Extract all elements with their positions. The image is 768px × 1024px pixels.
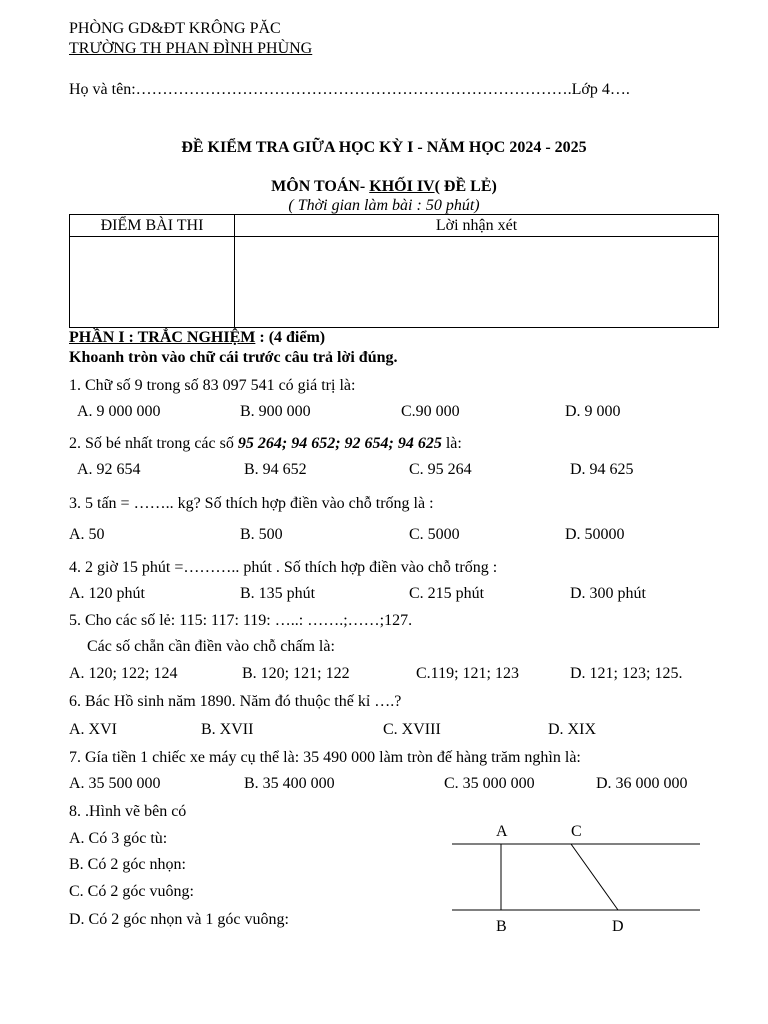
q6-option-d[interactable]: D. XIX [548,721,596,738]
q3-option-d[interactable]: D. 50000 [565,526,625,543]
question-7: 7. Gía tiền 1 chiếc xe máy cụ thể là: 35 490 000 làm tròn đế hàng trăm nghìn là: [69,749,581,766]
q5-option-c[interactable]: C.119; 121; 123 [416,665,519,682]
part1-instruction: Khoanh tròn vào chữ cái trước câu trả lời đúng. [69,349,398,366]
q8-option-b[interactable]: B. Có 2 góc nhọn: [69,856,186,873]
score-column-header: ĐIỂM BÀI THI [100,217,204,234]
exam-title: ĐỀ KIỂM TRA GIỮA HỌC KỲ I - NĂM HỌC 2024 - 2025 [181,139,587,156]
q5-option-d[interactable]: D. 121; 123; 125. [570,665,683,682]
q2-text-suffix: là: [441,435,462,452]
q1-option-a[interactable]: A. 9 000 000 [77,403,161,420]
part1-heading [69,329,325,347]
point-label-b: B [496,918,507,935]
subject-prefix: MÔN TOÁN- [271,178,370,195]
point-label-a: A [496,823,508,840]
point-label-d: D [612,918,624,935]
q6-option-c[interactable]: C. XVIII [383,721,441,738]
q4-option-b[interactable]: B. 135 phút [240,585,316,602]
part1-title: PHẦN I : TRẮC NGHIỆM [69,329,256,346]
question-1: 1. Chữ số 9 trong số 83 097 541 có giá trị là: [69,377,356,394]
school-name: TRƯỜNG TH PHAN ĐÌNH PHÙNG [69,40,313,57]
q8-option-c[interactable]: C. Có 2 góc vuông: [69,883,194,900]
question-2 [69,435,462,453]
score-table [69,214,719,328]
student-name-line: Họ và tên:……………………………………………………………………….Lớp 4…. [69,81,630,98]
q1-option-c[interactable]: C.90 000 [401,403,460,420]
q3-option-c[interactable]: C. 5000 [409,526,460,543]
comment-column-header: Lời nhận xét [435,217,518,234]
q8-option-d[interactable]: D. Có 2 góc nhọn và 1 góc vuông: [69,911,289,928]
q7-option-b[interactable]: B. 35 400 000 [244,775,335,792]
part1-points: : (4 điểm) [255,329,326,346]
q6-option-a[interactable]: A. XVI [69,721,117,738]
q2-option-c[interactable]: C. 95 264 [409,461,472,478]
question-6: 6. Bác Hồ sinh năm 1890. Năm đó thuộc thế kỉ ….? [69,693,402,710]
exam-duration: ( Thời gian làm bài : 50 phút) [288,197,480,214]
q3-option-b[interactable]: B. 500 [240,526,283,543]
q2-option-d[interactable]: D. 94 625 [570,461,634,478]
q5-option-b[interactable]: B. 120; 121; 122 [242,665,350,682]
q7-option-c[interactable]: C. 35 000 000 [444,775,535,792]
question-8: 8. .Hình vẽ bên có [69,803,187,820]
segment-cd [571,844,618,910]
q2-option-a[interactable]: A. 92 654 [77,461,141,478]
q5-option-a[interactable]: A. 120; 122; 124 [69,665,178,682]
q2-option-b[interactable]: B. 94 652 [244,461,307,478]
q7-option-d[interactable]: D. 36 000 000 [596,775,688,792]
q2-text-prefix: 2. Số bé nhất trong các số [69,435,238,452]
q4-option-a[interactable]: A. 120 phút [69,585,145,602]
point-label-c: C [571,823,582,840]
q1-option-b[interactable]: B. 900 000 [240,403,311,420]
q3-option-a[interactable]: A. 50 [69,526,105,543]
q2-number-list: 95 264; 94 652; 92 654; 94 625 [237,435,442,452]
q6-option-b[interactable]: B. XVII [201,721,254,738]
question-5-subprompt: Các số chẵn cần điền vào chỗ chấm là: [87,638,335,655]
subject-suffix: ( ĐỀ LẺ) [434,178,497,195]
department-name: PHÒNG GD&ĐT KRÔNG PĂC [69,20,281,37]
q8-option-a[interactable]: A. Có 3 góc tù: [69,830,168,847]
subject-line [0,178,768,196]
q4-option-d[interactable]: D. 300 phút [570,585,646,602]
q1-option-d[interactable]: D. 9 000 [565,403,621,420]
question-5: 5. Cho các số lẻ: 115: 117: 119: …..: …….;……;127. [69,612,413,629]
question-4: 4. 2 giờ 15 phút =……….. phút . Số thích hợp điền vào chỗ trống : [69,559,498,576]
q4-option-c[interactable]: C. 215 phút [409,585,485,602]
q7-option-a[interactable]: A. 35 500 000 [69,775,161,792]
question-3: 3. 5 tấn = …….. kg? Số thích hợp điền vào chỗ trống là : [69,495,434,512]
subject-grade: KHỐI IV [369,178,435,195]
